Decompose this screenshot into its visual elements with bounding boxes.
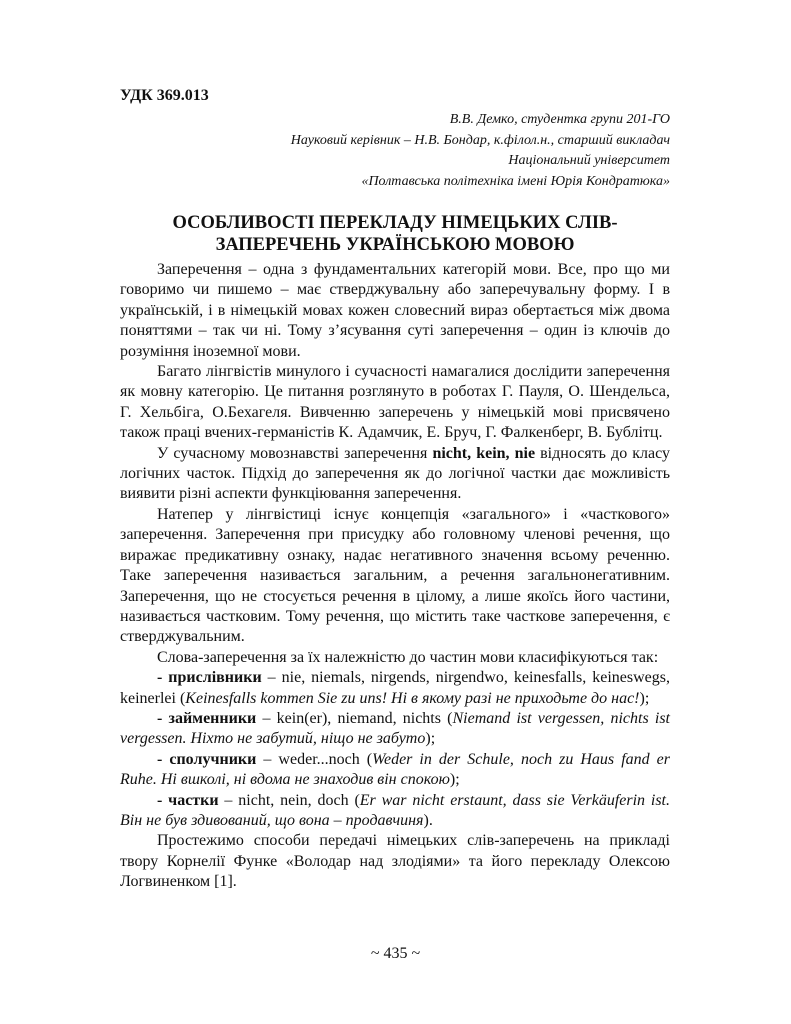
- paragraph-3-text: У сучасному мовознавстві заперечення: [157, 444, 433, 462]
- list-term: - частки: [157, 791, 219, 809]
- list-end: );: [639, 689, 650, 707]
- list-item-conjunctions: [120, 750, 670, 791]
- article-title: [120, 212, 670, 256]
- paragraph-3: [120, 444, 670, 505]
- paragraph-5: Слова-заперечення за їх належністю до частин мови класифікуються так:: [157, 648, 659, 666]
- list-example: Keinesfalls kommen Sie zu uns! Ні в якому разі не приходьте до нас!: [185, 689, 640, 707]
- udk-code: УДК 369.013: [120, 87, 209, 104]
- title-line-1: ОСОБЛИВОСТІ ПЕРЕКЛАДУ НІМЕЦЬКИХ СЛІВ-: [172, 213, 618, 233]
- university-name-line: «Полтавська політехніка імені Юрія Кондратюка»: [361, 173, 670, 189]
- list-term: - сполучники: [157, 750, 257, 768]
- university-line: Національний університет: [508, 153, 670, 168]
- list-words: – weder...noch (: [256, 750, 373, 768]
- author-block: [120, 110, 670, 192]
- paragraph-2: Багато лінгвістів минулого і сучасності намагалися дослідити заперечення як мовну категорію. Це питання розглянуто в роботах Г. Пауля, О. Шендельса, Г. Хельбіга, О.Бехагеля. Вивченню заперечень у німецькій мові присвячено також праці вчених-германістів К. Адамчик, Е. Бруч, Г. Фалкенберг, В. Бублітц.: [120, 363, 670, 442]
- list-example: Weder in der Schule, noch zu Haus fand er Ruhe. Ні вшколі, ні вдома не знаходив він спокою: [120, 750, 671, 789]
- list-end: );: [425, 730, 436, 748]
- list-term: - займенники: [157, 709, 257, 727]
- paragraph-1: Заперечення – одна з фундаментальних категорій мови. Все, про що ми говоримо чи пишемо – має стверджувальну або заперечувальну форму. І в українській, і в німецькій мовах кожен словесний вираз обертається між двома поняттями – так чи ні. Тому з’ясування суті заперечення – один із ключів до розуміння іноземної мови.: [120, 261, 670, 360]
- document-page: [120, 86, 670, 893]
- paragraph-6: Простежимо способи передачі німецьких слів-заперечень на прикладі твору Корнелії Функе «Володар над злодіями» та його перекладу Олексою Логвиненком [1].: [120, 832, 670, 891]
- article-body: [120, 260, 670, 893]
- list-example: Er war nicht erstaunt, dass sie Verkäuferin ist. Він не був здивований, що вона – продавчиня: [120, 791, 671, 829]
- author-line: В.В. Демко, студентка групи 201-ГО: [449, 112, 670, 127]
- paragraph-4: Натепер у лінгвістиці існує концепція «загального» і «часткового» заперечення. Заперечення при присудку або головному членові речення, що виражає предикативну ознаку, надає негативного значення всьому реченню. Таке заперечення називається загальним, а речення загальнонегативним. Заперечення, що не стосується речення в цілому, а лише якоїсь його частини, називається частковим. Тому речення, що містить таке часткове заперечення, є стверджувальним.: [120, 505, 670, 646]
- page-number: ~ 435 ~: [370, 945, 421, 962]
- list-words: – nicht, nein, doch (: [218, 791, 360, 809]
- supervisor-line: Науковий керівник – Н.В. Бондар, к.філол.н., старший викладач: [290, 132, 670, 148]
- list-end: ).: [423, 811, 433, 829]
- list-end: );: [449, 771, 460, 789]
- list-item-pronouns: [120, 709, 670, 750]
- list-words: – kein(er), niemand, nichts (: [256, 709, 453, 727]
- paragraph-3-text-cont: відносять до класу логічних часток. Підхід до заперечення як до логічної частки дає можливість виявити різні аспекти функціювання заперечення.: [120, 444, 671, 503]
- list-item-adverbs: [120, 668, 670, 709]
- title-line-2: ЗАПЕРЕЧЕНЬ УКРАЇНСЬКОЮ МОВОЮ: [215, 235, 575, 255]
- list-item-particles: [120, 791, 670, 832]
- list-example: Niemand ist vergessen, nichts ist vergessen. Ніхто не забутий, ніщо не забуто: [120, 709, 670, 748]
- list-words: – nie, niemals, nirgends, nirgendwo, keinesfalls, keineswegs, keinerlei (: [120, 669, 670, 707]
- list-term: - прислівники: [157, 669, 262, 687]
- negation-words-bold: nicht, kein, nie: [432, 444, 536, 462]
